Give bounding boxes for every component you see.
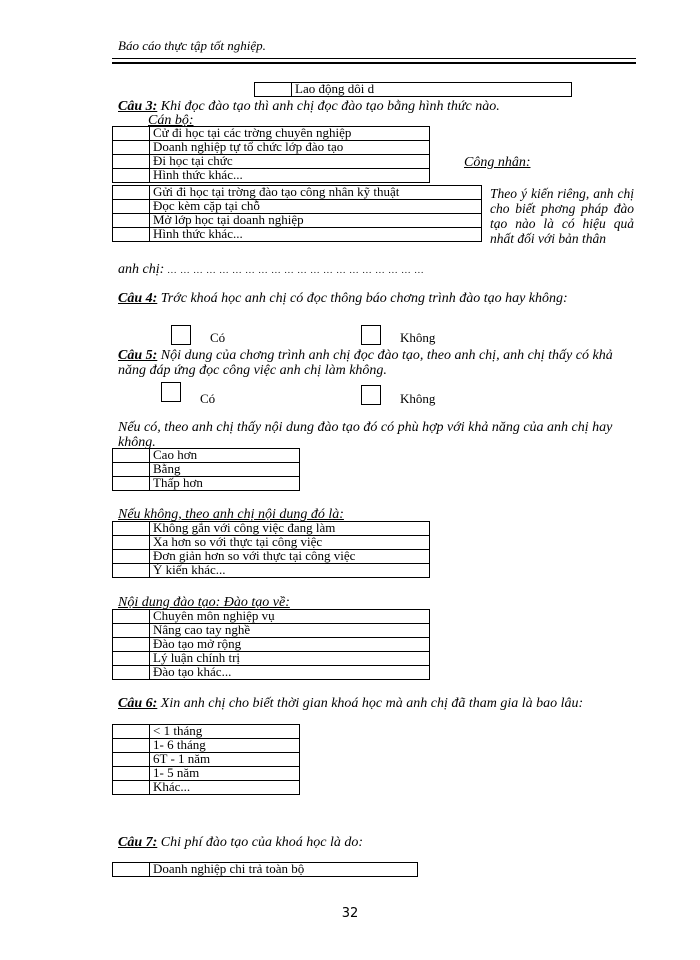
option-label: < 1 tháng xyxy=(150,725,300,739)
option-label: Hình thức khác... xyxy=(150,228,482,242)
checkbox-cell[interactable] xyxy=(113,725,150,739)
checkbox-cell[interactable] xyxy=(113,155,150,169)
checkbox-cell[interactable] xyxy=(113,666,150,680)
page-header: Báo cáo thực tập tốt nghiệp. xyxy=(118,38,266,53)
cong-nhan-options-table xyxy=(112,185,482,242)
checkbox-cell[interactable] xyxy=(255,83,292,97)
option-label: 1- 5 năm xyxy=(150,767,300,781)
question-3 xyxy=(118,99,500,114)
side-question-text: Theo ý kiến riêng, anh chị cho biết phơng pháp đào tạo nào là có hiệu quả nhất đối với bản thân xyxy=(490,186,634,246)
checkbox-cell[interactable] xyxy=(113,753,150,767)
option-label: Cao hơn xyxy=(150,449,300,463)
checkbox-cell[interactable] xyxy=(113,169,150,183)
question-text: Nội dung của chơng trình anh chị đọc đào tạo, theo anh chị, anh chị thấy có khả năng đáp ứng đọc công việc anh chị làm không. xyxy=(118,348,613,378)
option-label: Lý luận chính trị xyxy=(150,652,430,666)
checkbox-cell[interactable] xyxy=(113,522,150,536)
q7-options-table xyxy=(112,862,418,877)
question-text: Xin anh chị cho biết thời gian khoá học mà anh chị đã tham gia là bao lâu: xyxy=(160,696,584,711)
checkbox-cell[interactable] xyxy=(113,141,150,155)
question-text: Chi phí đào tạo của khoá học là do: xyxy=(160,835,363,850)
checkbox-cell[interactable] xyxy=(113,767,150,781)
checkbox-cell[interactable] xyxy=(113,739,150,753)
can-bo-options-table xyxy=(112,126,430,183)
question-6 xyxy=(118,696,636,711)
option-label: Chuyên môn nghiệp vụ xyxy=(150,610,430,624)
question-number: Câu 5: xyxy=(118,348,158,363)
option-label: Đào tạo mở rộng xyxy=(150,638,430,652)
q5-yes-label: Có xyxy=(200,391,216,406)
option-label: Đọc kèm cặp tại chỗ xyxy=(150,200,482,214)
q4-no-checkbox[interactable] xyxy=(361,325,381,345)
page-number: 32 xyxy=(341,906,359,921)
question-text: Trớc khoá học anh chị có đọc thông báo chơng trình đào tạo hay không: xyxy=(160,291,568,306)
question-text: Khi đọc đào tạo thì anh chị đọc đào tạo bằng hình thức nào. xyxy=(160,99,500,114)
question-number: Câu 7: xyxy=(118,835,158,850)
option-label: Bằng xyxy=(150,463,300,477)
side-tail-label: anh chị: xyxy=(118,262,165,277)
q5-if-yes-text: Nếu có, theo anh chị thấy nội dung đào tạo đó có phù hợp với khả năng của anh chị hay không. xyxy=(118,420,613,450)
q4-no-label: Không xyxy=(400,330,436,345)
checkbox-cell[interactable] xyxy=(113,863,150,877)
answer-dots: ... ... ... ... ... ... ... ... ... ... ... ... ... ... ... ... ... ... ... ... xyxy=(167,265,425,275)
question-5 xyxy=(118,348,636,378)
option-label: Cử đi học tại các trờng chuyên nghiệp xyxy=(150,127,430,141)
option-label: Doanh nghiệp chi trả toàn bộ xyxy=(150,863,418,877)
checkbox-cell[interactable] xyxy=(113,624,150,638)
cong-nhan-label: Công nhân: xyxy=(464,155,531,170)
q5-no-label: Không xyxy=(400,391,436,406)
q5-content-label: Nội dung đào tạo: Đào tạo về: xyxy=(118,595,290,610)
checkbox-cell[interactable] xyxy=(113,228,150,242)
checkbox-cell[interactable] xyxy=(113,186,150,200)
question-number: Câu 3: xyxy=(118,99,158,114)
checkbox-cell[interactable] xyxy=(113,550,150,564)
option-label: Ý kiến khác... xyxy=(150,564,430,578)
checkbox-cell[interactable] xyxy=(113,477,150,491)
option-label: 6T - 1 năm xyxy=(150,753,300,767)
q4-yes-checkbox[interactable] xyxy=(171,325,191,345)
option-label: Xa hơn so với thực tại công việc xyxy=(150,536,430,550)
checkbox-cell[interactable] xyxy=(113,127,150,141)
option-label: Hình thức khác... xyxy=(150,169,430,183)
option-label: Đào tạo khác... xyxy=(150,666,430,680)
question-4 xyxy=(118,291,636,306)
checkbox-cell[interactable] xyxy=(113,564,150,578)
q5-content-table xyxy=(112,609,430,680)
question-number: Câu 4: xyxy=(118,291,158,306)
option-label: Thấp hơn xyxy=(150,477,300,491)
header-rule-thick xyxy=(112,62,636,64)
checkbox-cell[interactable] xyxy=(113,781,150,795)
option-label: Mở lớp học tại doanh nghiệp xyxy=(150,214,482,228)
checkbox-cell[interactable] xyxy=(113,652,150,666)
checkbox-cell[interactable] xyxy=(113,200,150,214)
checkbox-cell[interactable] xyxy=(113,610,150,624)
q5-if-no-text: Nếu không, theo anh chị nội dung đó là: xyxy=(118,507,344,522)
q6-options-table xyxy=(112,724,300,795)
top-continuation-table xyxy=(254,82,572,97)
option-label: Đơn giản hơn so với thực tại công việc xyxy=(150,550,430,564)
question-number: Câu 6: xyxy=(118,696,158,711)
checkbox-cell[interactable] xyxy=(113,536,150,550)
option-label: 1- 6 tháng xyxy=(150,739,300,753)
option-label: Lao động dôi d xyxy=(292,83,572,97)
q5-no-checkbox[interactable] xyxy=(361,385,381,405)
option-label: Gửi đi học tại trờng đào tạo công nhân kỹ thuật xyxy=(150,186,482,200)
q4-yes-label: Có xyxy=(210,330,226,345)
question-7 xyxy=(118,835,636,850)
option-label: Không gắn với công việc đang làm xyxy=(150,522,430,536)
side-question-tail xyxy=(118,262,425,278)
q5-if-no-table xyxy=(112,521,430,578)
checkbox-cell[interactable] xyxy=(113,638,150,652)
option-label: Khác... xyxy=(150,781,300,795)
checkbox-cell[interactable] xyxy=(113,463,150,477)
can-bo-label: Cán bộ: xyxy=(148,113,194,128)
checkbox-cell[interactable] xyxy=(113,449,150,463)
option-label: Đi học tại chức xyxy=(150,155,430,169)
option-label: Doanh nghiệp tự tổ chức lớp đào tạo xyxy=(150,141,430,155)
header-rule xyxy=(112,58,636,59)
checkbox-cell[interactable] xyxy=(113,214,150,228)
q5-yes-checkbox[interactable] xyxy=(161,382,181,402)
option-label: Nâng cao tay nghề xyxy=(150,624,430,638)
q5-if-yes-table xyxy=(112,448,300,491)
